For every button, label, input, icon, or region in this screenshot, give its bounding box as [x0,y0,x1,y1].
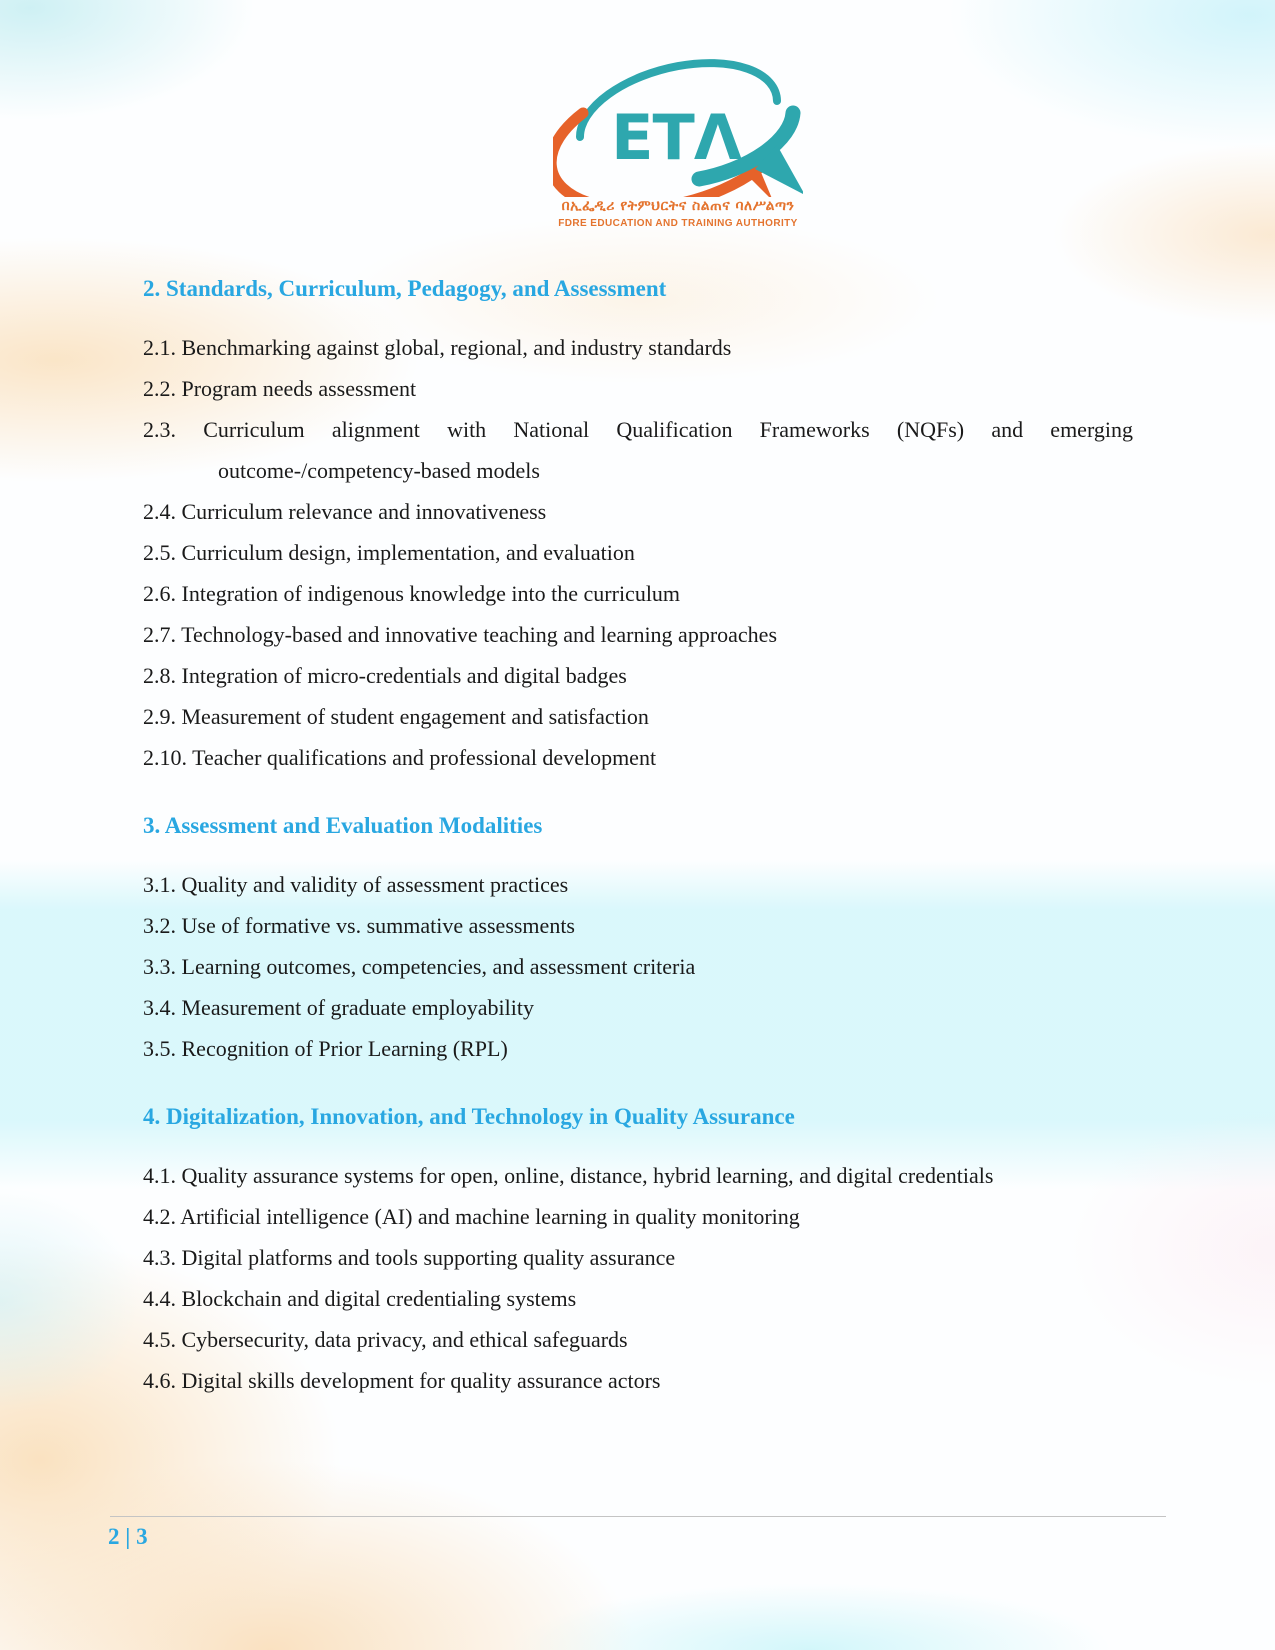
list-item: 2.1. Benchmarking against global, regional, and industry standards [143,335,732,360]
section-4-list [143,1155,1133,1401]
list-item: 2.2. Program needs assessment [143,376,417,401]
list-item: 3.2. Use of formative vs. summative assessments [143,913,575,938]
list-item: 2.3. Curriculum alignment with National Qualification Frameworks (NQFs) and emerging outcome-/competency-based models [143,417,1133,483]
section-2-list [143,327,1133,778]
section-heading-2: 2. Standards, Curriculum, Pedagogy, and Assessment [143,276,667,301]
list-item: 4.1. Quality assurance systems for open, online, distance, hybrid learning, and digital credentials [143,1163,994,1188]
list-item: 3.3. Learning outcomes, competencies, and assessment criteria [143,954,696,979]
logo-monogram: ETΛ [611,101,741,174]
page-number: 2 | 3 [108,1524,148,1549]
list-item: 2.5. Curriculum design, implementation, and evaluation [143,540,635,565]
section-heading-3: 3. Assessment and Evaluation Modalities [143,813,543,838]
list-item: 4.3. Digital platforms and tools supporting quality assurance [143,1245,676,1270]
list-item: 2.6. Integration of indigenous knowledge into the curriculum [143,581,681,606]
list-item: 3.4. Measurement of graduate employability [143,995,534,1020]
list-item: 2.9. Measurement of student engagement and satisfaction [143,704,649,729]
list-item: 2.4. Curriculum relevance and innovativeness [143,499,547,524]
list-item: 2.8. Integration of micro-credentials and digital badges [143,663,627,688]
list-item: 4.4. Blockchain and digital credentialing systems [143,1286,577,1311]
footer-divider [110,1516,1166,1517]
list-item: 3.5. Recognition of Prior Learning (RPL) [143,1036,508,1061]
org-name-amharic: በኢፌዲሪ የትምህርትና ስልጠና ባለሥልጣን [561,198,795,214]
list-item: 4.2. Artificial intelligence (AI) and machine learning in quality monitoring [143,1204,800,1229]
section-3-list [143,864,1133,1069]
list-item: 2.10. Teacher qualifications and professional development [143,745,657,770]
list-item: 4.5. Cybersecurity, data privacy, and ethical safeguards [143,1327,628,1352]
list-item: 2.7. Technology-based and innovative teaching and learning approaches [143,622,778,647]
document-body [143,0,1133,1401]
list-item: 3.1. Quality and validity of assessment practices [143,872,569,897]
section-heading-4: 4. Digitalization, Innovation, and Technology in Quality Assurance [143,1104,795,1129]
list-item: 4.6. Digital skills development for quality assurance actors [143,1368,661,1393]
org-name-english: FDRE EDUCATION AND TRAINING AUTHORITY [558,217,798,229]
